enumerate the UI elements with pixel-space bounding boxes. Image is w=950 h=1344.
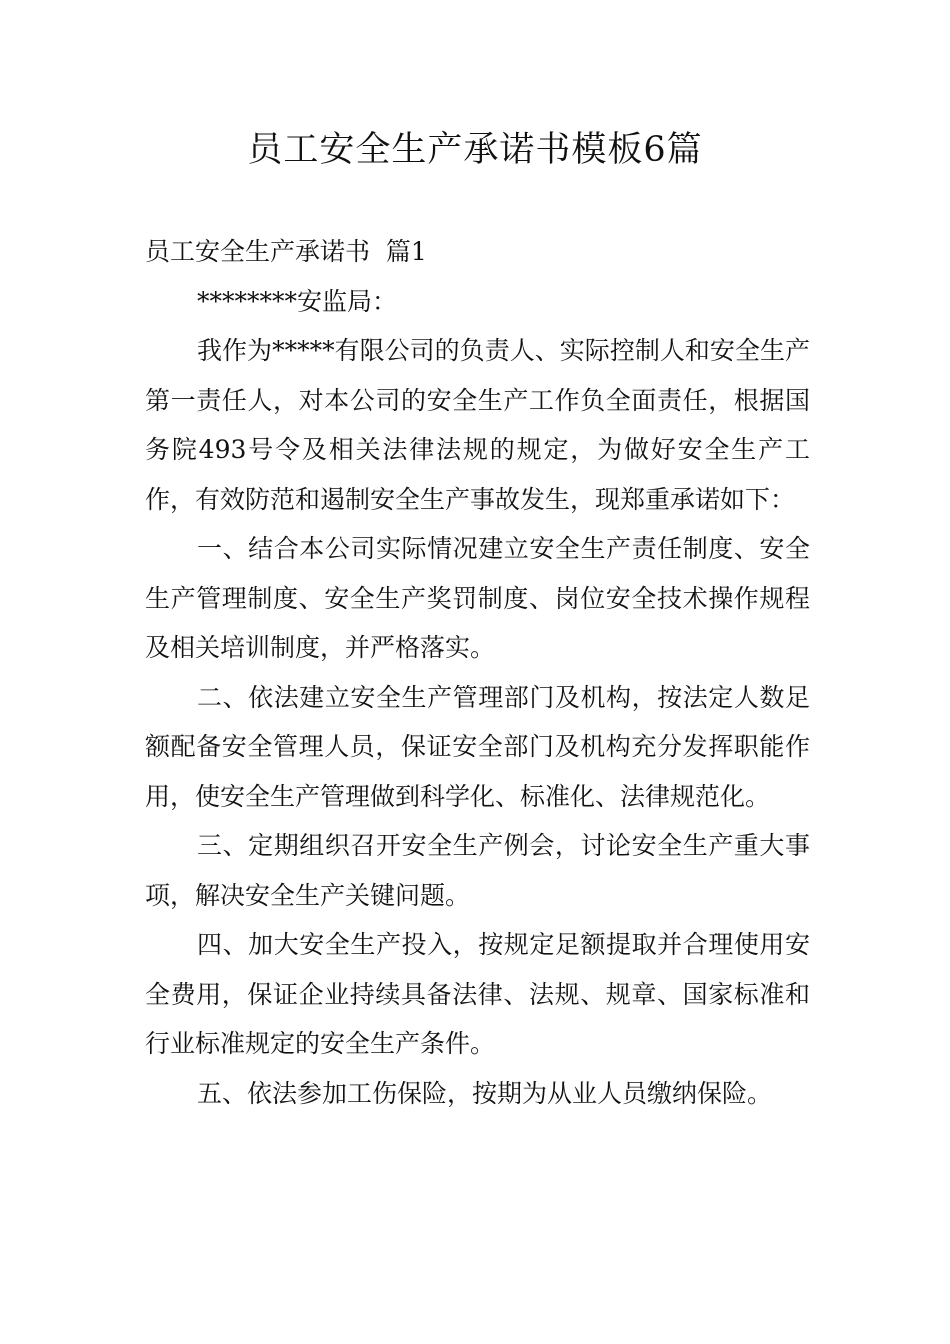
paragraph-item-2: 二、依法建立安全生产管理部门及机构，按法定人数足额配备安全管理人员，保证安全部门及机构充分发挥职能作用，使安全生产管理做到科学化、标准化、法律规范化。	[145, 682, 810, 811]
paragraph-item-4: 四、加大安全生产投入，按规定足额提取并合理使用安全费用，保证企业持续具备法律、法规、规章、国家标准和行业标准规定的安全生产条件。	[145, 930, 810, 1058]
paragraph-item-3: 三、定期组织召开安全生产例会，讨论安全生产重大事项，解决安全生产关键问题。	[145, 831, 810, 910]
paragraph-item-5: 五、依法参加工伤保险，按期为从业人员缴纳保险。	[197, 1078, 773, 1108]
document-body	[145, 227, 810, 1118]
section-heading: 员工安全生产承诺书 篇1	[145, 237, 427, 266]
paragraph-item-1: 一、结合本公司实际情况建立安全生产责任制度、安全生产管理制度、安全生产奖罚制度、岗位安全技术操作规程及相关培训制度，并严格落实。	[145, 534, 810, 662]
paragraph-intro: 我作为*****有限公司的负责人、实际控制人和安全生产第一责任人，对本公司的安全生产工作负全面责任，根据国务院493号令及相关法律法规的规定，为做好安全生产工作，有效防范和遏制安全生产事故发生，现郑重承诺如下：	[145, 336, 810, 514]
salutation: ********安监局：	[197, 286, 398, 316]
document-title: 员工安全生产承诺书模板6篇	[247, 130, 703, 170]
